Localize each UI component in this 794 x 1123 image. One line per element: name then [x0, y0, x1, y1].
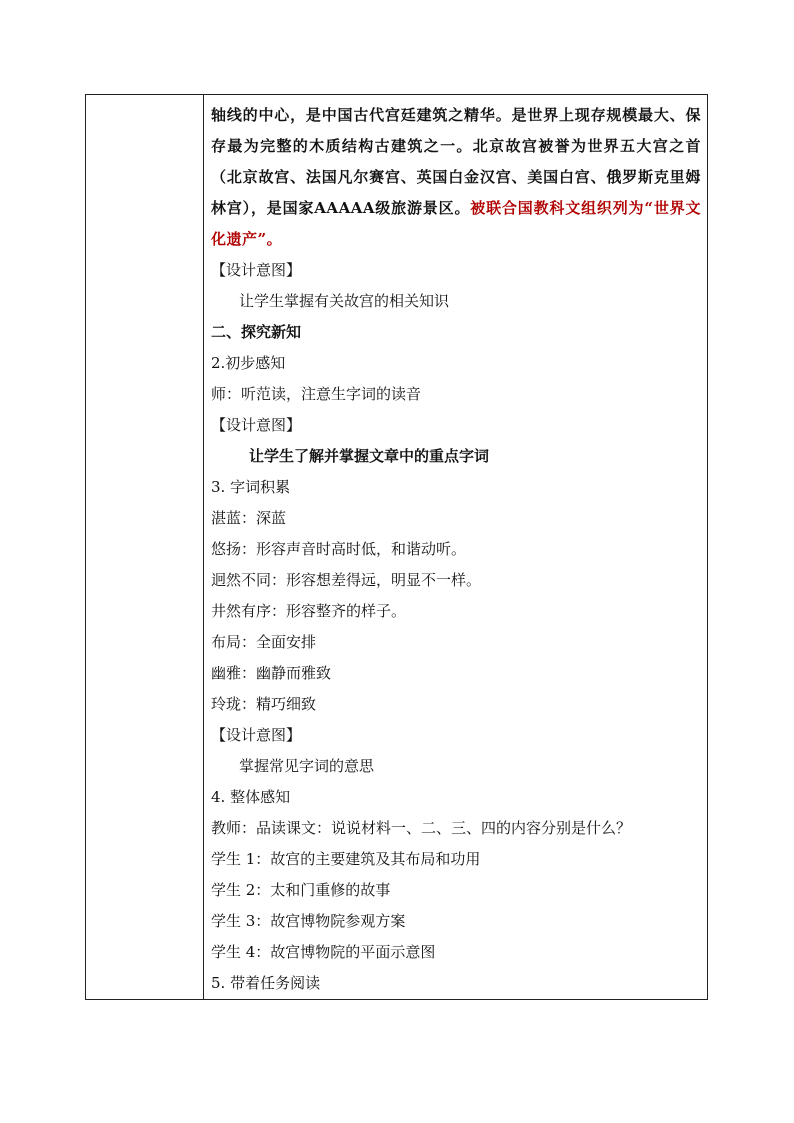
lesson-plan-table: [85, 94, 708, 1000]
design-intent-text: 让学生掌握有关故宫的相关知识: [239, 292, 450, 310]
design-intent-text: 掌握常见字词的意思: [239, 757, 375, 775]
vocab-item: 悠扬：形容声音时高时低，和谐动听。: [211, 540, 467, 558]
vocab-item: 迥然不同：形容想差得远，明显不一样。: [211, 571, 482, 589]
design-intent-heading: 【设计意图】: [211, 261, 302, 279]
teacher-line: 教师：品读课文：说说材料一、二、三、四的内容分别是什么？: [211, 819, 632, 837]
design-intent-text: 让学生了解并掌握文章中的重点字词: [249, 447, 490, 465]
intro-highlight: 被联合国教科文组织列为“世界文化遗产”。: [211, 199, 701, 248]
content-cell: [211, 100, 701, 999]
student-line: 学生 3：故宫博物院参观方案: [211, 912, 406, 930]
step-heading: 4. 整体感知: [211, 788, 291, 806]
teacher-line: 师：听范读，注意生字词的读音: [211, 385, 422, 403]
section-heading: 二、探究新知: [211, 323, 302, 341]
vocab-item: 幽雅：幽静而雅致: [211, 664, 332, 682]
student-line: 学生 1：故宫的主要建筑及其布局和功用: [211, 850, 481, 868]
step-heading: 3. 字词积累: [211, 478, 291, 496]
step-heading: 2.初步感知: [211, 354, 286, 372]
intro-text: 轴线的中心，是中国古代宫廷建筑之精华。是世界上现存规模最大、保存最为完整的木质结构古建筑之一。北京故宫被誉为世界五大宫之首（北京故宫、法国凡尔赛宫、英国白金汉宫、美国白宫、俄罗斯克里姆林宫），是国家AAAAA级旅游景区。: [211, 106, 701, 217]
step-heading: 5. 带着任务阅读: [211, 974, 321, 992]
design-intent-heading: 【设计意图】: [211, 416, 302, 434]
vocab-item: 布局：全面安排: [211, 633, 317, 651]
design-intent-heading: 【设计意图】: [211, 726, 302, 744]
vocab-item: 玲珑：精巧细致: [211, 695, 317, 713]
vocab-item: 井然有序：形容整齐的样子。: [211, 602, 407, 620]
student-line: 学生 4：故宫博物院的平面示意图: [211, 943, 436, 961]
column-divider: [203, 95, 204, 999]
student-line: 学生 2：太和门重修的故事: [211, 881, 391, 899]
intro-paragraph: [211, 100, 701, 255]
vocab-item: 湛蓝：深蓝: [211, 509, 287, 527]
